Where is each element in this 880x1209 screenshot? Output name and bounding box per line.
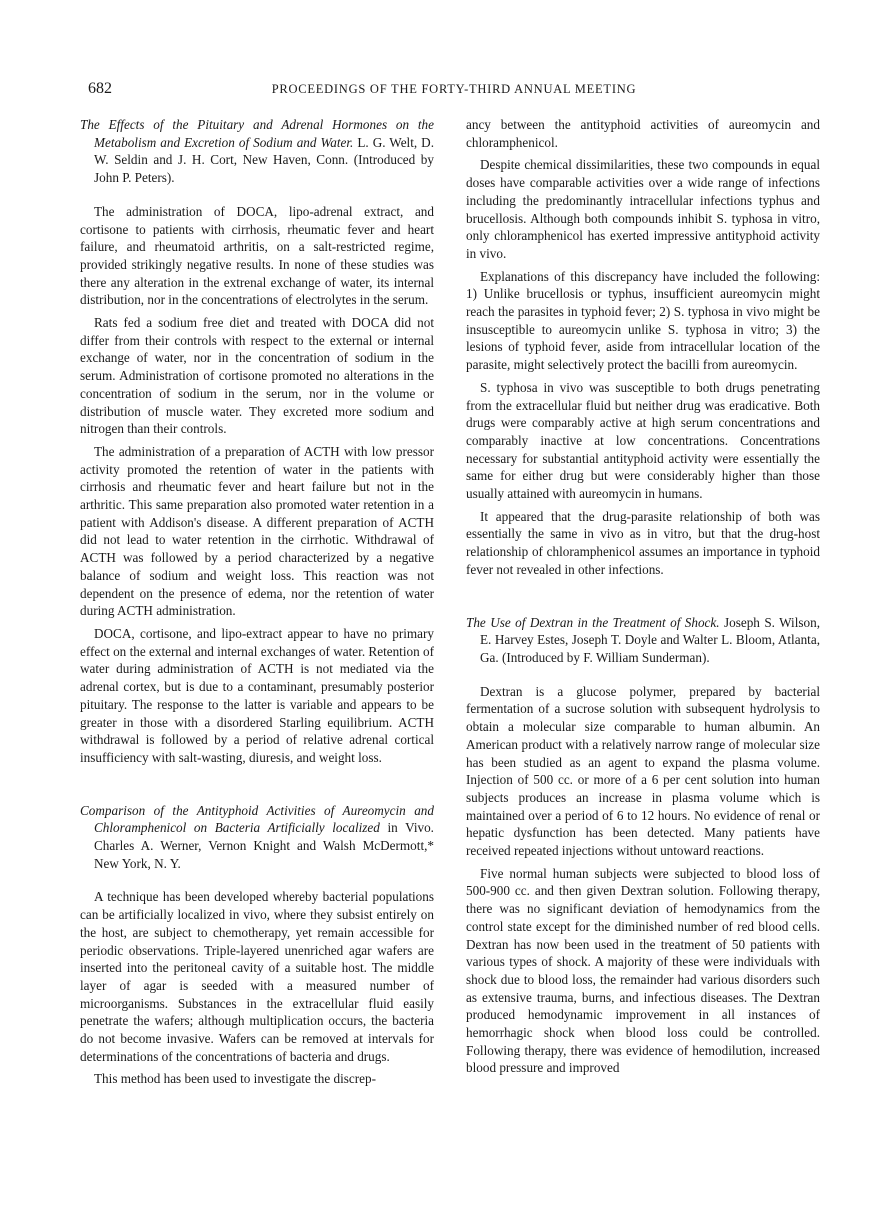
abstract-title: The Use of Dextran in the Treatment of Shock.: [466, 614, 720, 630]
abstract-paragraph: The administration of a preparation of ACTH with low pressor activity promoted the retention of water in the patients with cirrhosis and rheumatic fever and heart failure but not in the arthritic. This same preparation also promoted water retention in a patient with Addison's disease. A different preparation of ACTH did not lead to water retention in the cirrhotic. Withdrawal of ACTH was followed by a period characterized by a negative balance of sodium and weight loss. This reaction was not dependent on the presence of edema, nor the retention of water during ACTH administration.: [80, 443, 434, 619]
abstract-paragraph: S. typhosa in vivo was susceptible to both drugs penetrating from the extracellular fluid but neither drug was eradicative. Both drugs were comparably active at high serum concentrations and comparably inactive at low concentrations. Concentrations necessary for substantial antityphoid activity were essentially the same for either drug but were considerably higher than those usually attained with aureomycin in humans.: [466, 379, 820, 502]
right-column: [466, 116, 820, 1082]
left-column: [80, 116, 434, 1093]
abstract-paragraph: DOCA, cortisone, and lipo-extract appear to have no primary effect on the external and internal exchanges of water. Retention of water during administration of ACTH is not mediated via the adrenal cortex, but is due to a contaminant, presumably posterior pituitary. The response to the latter is variable and appears to be greater in those with a disordered Starling equilibrium. ACTH withdrawal is followed by a period of relative adrenal cortical insufficiency with salt-wasting, diuresis, and weight loss.: [80, 625, 434, 765]
abstract-paragraph: Despite chemical dissimilarities, these two compounds in equal doses have comparable activities over a wide range of infections including the predominantly intracellular infections typhus and brucellosis. Although both compounds inhibit S. typhosa in vitro, only chloramphenicol has exerted impressive antityphoid activity in vivo.: [466, 157, 820, 261]
continued-paragraph: ancy between the antityphoid activities of aureomycin and chloramphenicol.: [466, 117, 820, 150]
running-head: PROCEEDINGS OF THE FORTY-THIRD ANNUAL MEETING: [271, 82, 637, 96]
section-gap: [466, 584, 820, 614]
abstract-paragraph: Dextran is a glucose polymer, prepared by bacterial fermentation of a sucrose solution with subsequent hydrolysis to obtain a molecular size comparable to human albumin. An American product with a relatively narrow range of molecular size has been studied as an agent to expand the plasma volume. Injection of 500 cc. or more of a 6 per cent solution into human subjects produces an increase in plasma volume which is maintained over a period of 6 to 12 hours. No evidence of renal or hepatic dysfunction has been detected. Many patients have received repeated injections without untoward reactions.: [466, 683, 820, 859]
section-gap: [80, 772, 434, 802]
abstract-title: Comparison of the Antityphoid Activities of Aureomycin and Chloramphenicol on Bacteria Artificially localized: [80, 802, 434, 836]
abstract-heading: [80, 116, 434, 187]
abstract-byline: L. G. Welt, D. W. Seldin and J. H. Cort, New Haven, Conn. (Introduced by John P. Peters).: [94, 134, 435, 186]
abstract-byline: Joseph S. Wilson, E. Harvey Estes, Joseph T. Doyle and Walter L. Bloom, Atlanta, Ga. (Introduced by F. William Sunderman).: [480, 614, 821, 665]
page-number: 682: [88, 80, 112, 97]
abstract-heading: [80, 802, 434, 873]
abstract-paragraph: This method has been used to investigate the discrep-: [94, 1071, 376, 1087]
abstract-title-tail: in Vivo.: [379, 820, 434, 836]
abstract-paragraph: It appeared that the drug-parasite relationship of both was essentially the same in vivo as in vitro, but that the drug-host relationship of chloramphenicol assumes an importance in typhoid fever not revealed in other infections.: [466, 508, 820, 577]
abstract-title: The Effects of the Pituitary and Adrenal Hormones on the Metabolism and Excretion of Sodium and Water.: [80, 117, 434, 150]
abstract-byline: Charles A. Werner, Vernon Knight and Walsh McDermott,* New York, N. Y.: [94, 838, 434, 871]
abstract-paragraph: A technique has been developed whereby bacterial populations can be artificially localized in vivo, where they subsist entirely on the host, are subject to chemotherapy, yet remain accessible for periodic observations. Triple-layered unenriched agar wafers are inserted into the peritoneal cavity of a suitable host. The middle layer of agar is seeded with a measured number of microorganisms. Substances in the extracellular fluid easily penetrate the wafers; although multiplication occurs, the bacteria do not become invasive. Wafers can be removed at intervals for determinations of the concentrations of bacteria and drugs.: [80, 889, 434, 1064]
abstract-paragraph: Five normal human subjects were subjected to blood loss of 500-900 cc. and then given Dextran solution. Following therapy, there was no significant deviation of hemodynamics from the control state except for the diminished number of red blood cells. Dextran has now been used in the treatment of 50 patients with various types of shock. A majority of these were individuals with shock due to blood loss, the remainder had various disorders such as extensive trauma, burns, and infectious diseases. The Dextran produced hemodynamic improvement in all instances of hemorrhagic shock when blood loss could be controlled. Following therapy, there was evidence of hemodilution, increased blood pressure and improved: [466, 865, 820, 1076]
abstract-paragraph: Explanations of this discrepancy have included the following: 1) Unlike brucellosis or typhus, insufficient aureomycin might reach the parasites in typhoid fever; 2) S. typhosa in vivo might be insusceptible to aureomycin unlike S. typhosa in vitro; 3) the lesions of typhoid fever, aside from intracellular location of the parasite, might selectively protect the bacilli from aureomycin.: [466, 268, 820, 373]
page-header: [88, 80, 820, 102]
abstract-paragraph: The administration of DOCA, lipo-adrenal extract, and cortisone to patients with cirrhosis, rheumatic fever and heart failure, and rheumatoid arthritis, on a salt-restricted regime, provided strikingly negative results. In none of these studies was there any alteration in the extrenal exchange of water, its internal distribution, nor in the concentrations of electrolytes in the serum.: [80, 203, 434, 308]
abstract-heading: [466, 614, 820, 667]
abstract-paragraph: Rats fed a sodium free diet and treated with DOCA did not differ from their controls with respect to the external or internal exchange of water, nor in the concentration of sodium in the serum. Administration of cortisone promoted no alterations in the concentration of sodium in the serum, nor in the volume or distribution of muscle water. They excreted more sodium and nitrogen than their controls.: [80, 315, 434, 437]
